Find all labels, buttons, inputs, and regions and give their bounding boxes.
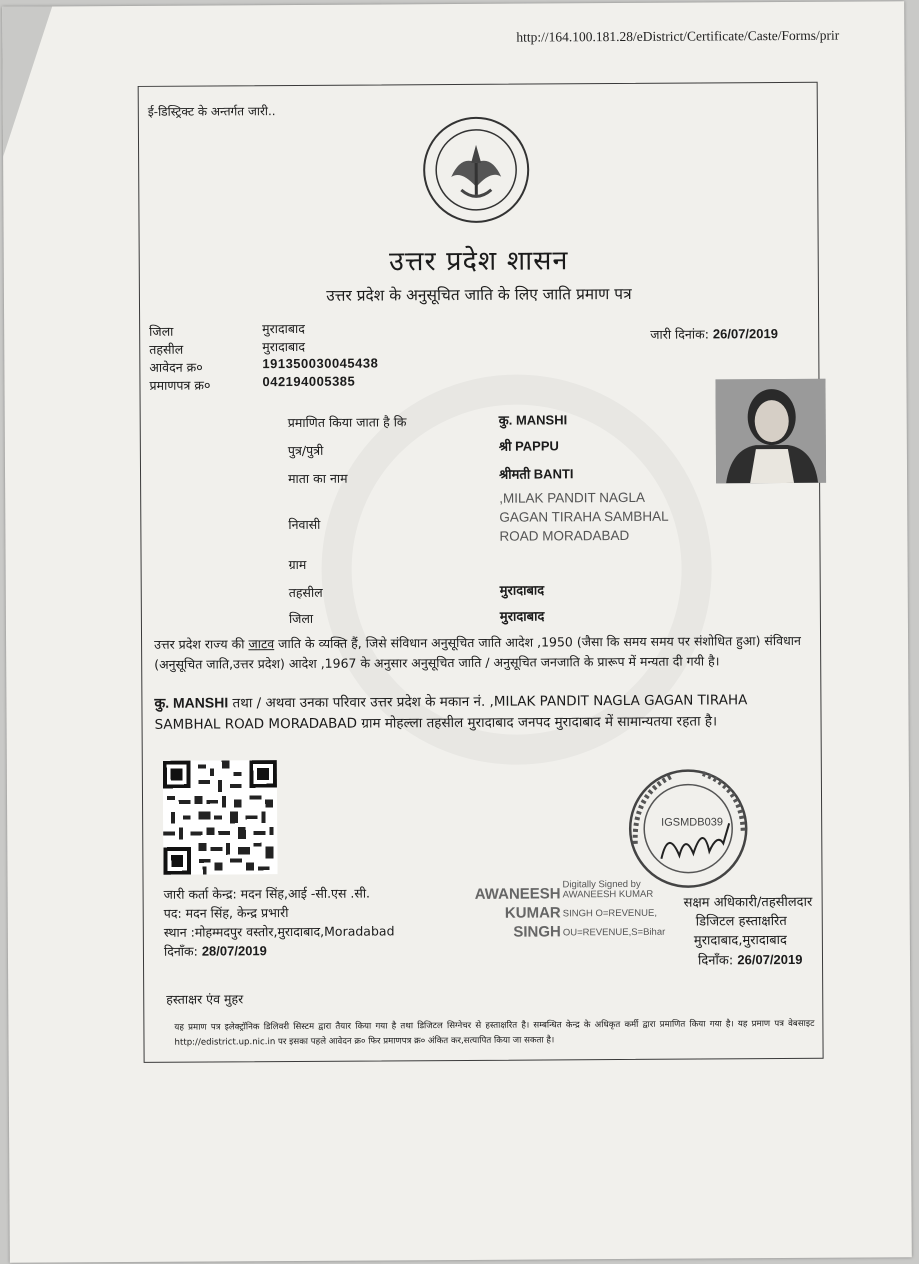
district-value: मुरादाबाद	[262, 320, 305, 337]
signer-name-3: SINGH	[513, 923, 561, 941]
address-line-2: GAGAN TIRAHA SAMBHAL	[499, 508, 669, 525]
address-line-1: ,MILAK PANDIT NAGLA	[499, 489, 646, 506]
issue-date-value: 26/07/2019	[712, 326, 778, 342]
issuer-date-label: दिनाँक:	[163, 943, 198, 959]
page-title: उत्तर प्रदेश शासन	[388, 245, 569, 278]
up-government-emblem-icon	[421, 115, 532, 226]
residence-applicant-name: कु. MANSHI	[154, 694, 229, 711]
issuer-block	[164, 883, 395, 960]
official-seal-stamp-icon	[613, 763, 764, 894]
qr-code-icon	[163, 760, 278, 875]
signature-seal-label: हस्ताक्षर एंव मुहर	[166, 991, 244, 1007]
stamp-code: IGSMDB039	[661, 816, 723, 829]
application-number: 191350030045438	[262, 355, 379, 372]
applicant-name: कु. MANSHI	[498, 412, 568, 428]
footer-note: यह प्रमाण पत्र इलेक्ट्रॉनिक डिलिवरी सिस्टम द्वारा तैयार किया गया है तथा डिजिटल सिग्नेचर से हस्ताक्षरित है। सम्बन्धित केन्द्र के अधिकृत कर्मी द्वारा प्रमाणित किया गया है। यह प्रमाण पत्र वेबसाइट http://edistrict.up.nic.in पर इसका पहले आवेदन क्र० फिर प्रमाणपत्र क्र० अंकित कर,सत्यापित किया जा सकता है।	[174, 1018, 815, 1048]
folded-corner	[2, 6, 53, 156]
signature-meta-2: AWANEESH KUMAR	[562, 888, 654, 901]
field-tehsil-label: तहसील	[288, 584, 323, 601]
authority-date-value: 26/07/2019	[737, 951, 803, 968]
tehsil-label: तहसील	[149, 341, 184, 357]
resident-address	[499, 488, 669, 546]
issuer-post: पद: मदन सिंह, केन्द्र प्रभारी	[163, 905, 289, 921]
caste-name: जाटव	[248, 636, 275, 652]
caste-statement	[154, 631, 809, 675]
certificate-subtitle: उत्तर प्रदेश के अनुसूचित जाति के लिए जाति प्रमाण पत्र	[326, 284, 632, 305]
authority-date	[684, 950, 813, 971]
signer-name-1: AWANEESH	[474, 885, 561, 903]
caste-statement-part1: उत्तर प्रदेश राज्य की	[154, 636, 249, 652]
signature-meta-4: OU=REVENUE,S=Bihar	[562, 926, 666, 939]
authority-block	[684, 893, 813, 971]
issue-date	[650, 325, 778, 343]
authority-location: मुरादाबाद,मुरादाबाद	[693, 932, 787, 949]
signer-name-2: KUMAR	[504, 904, 561, 922]
person-photo-icon	[715, 379, 826, 484]
district-label: जिला	[149, 323, 174, 339]
applicant-photo	[715, 379, 826, 484]
residence-text: तथा / अथवा उनका परिवार उत्तर प्रदेश के मकान नं. ,MILAK PANDIT NAGLA GAGAN TIRAHA SAMBHAL ROAD MORADABAD ग्राम मोहल्ला तहसील मुरादाबाद जनपद मुरादाबाद में सामान्यतया रहता है।	[154, 692, 748, 733]
address-line-3: ROAD MORADABAD	[499, 527, 630, 544]
field-tehsil-value: मुरादाबाद	[499, 582, 545, 598]
field-district-value: मुरादाबाद	[499, 608, 545, 624]
issued-under-label: ई-डिस्ट्रिक्ट के अन्तर्गत जारी..	[147, 104, 276, 119]
page-url: http://164.100.181.28/eDistrict/Certificate/Caste/Forms/prir	[516, 27, 840, 45]
authority-digital: डिजिटल हस्ताक्षरित	[695, 913, 787, 930]
application-number-label: आवेदन क्र०	[149, 359, 203, 375]
certificate-page	[2, 1, 912, 1262]
signature-meta-1: Digitally Signed by	[562, 878, 641, 891]
field-district-label: जिला	[288, 610, 314, 627]
signature-meta-3: SINGH O=REVENUE,	[562, 907, 657, 920]
authority-title: सक्षम अधिकारी/तहसीलदार	[683, 894, 813, 911]
village-label: ग्राम	[288, 556, 307, 573]
issuer-date-value: 28/07/2019	[201, 943, 267, 959]
issuer-date	[164, 940, 395, 960]
certificate-frame	[138, 82, 824, 1063]
father-name: श्री PAPPU	[498, 438, 559, 454]
residence-statement	[154, 689, 809, 736]
issue-date-label: जारी दिनांक:	[650, 326, 709, 342]
certificate-number-label: प्रमाणपत्र क्र०	[149, 377, 211, 393]
mother-name: श्रीमती BANTI	[498, 466, 574, 482]
resident-label: निवासी	[288, 516, 321, 533]
certified-label: प्रमाणित किया जाता है कि	[287, 414, 407, 431]
certificate-number: 042194005385	[262, 373, 356, 390]
issuer-center: जारी कर्ता केन्द्र: मदन सिंह,आई -सी.एस .सी.	[163, 885, 371, 902]
caste-statement-part2: जाति के व्यक्ति हैं, जिसे संविधान अनुसूचित जाति आदेश ,1950 (जैसा कि समय समय पर संशोधित हुआ) संविधान (अनुसूचित जाति,उत्तर प्रदेश) आदेश ,1967 के अनुसार अनुसूचित जाति / अनुसूचित जनजाति के प्रारूप में मन्यता दी गयी है।	[154, 632, 801, 672]
authority-date-label: दिनाँक:	[697, 953, 734, 969]
issuer-place: स्थान :मोहम्मदपुर वस्तोर,मुरादाबाद,Moradabad	[163, 923, 395, 940]
mother-label: माता का नाम	[288, 470, 348, 487]
tehsil-value: मुरादाबाद	[262, 338, 306, 355]
child-of-label: पुत्र/पुत्री	[287, 442, 324, 459]
